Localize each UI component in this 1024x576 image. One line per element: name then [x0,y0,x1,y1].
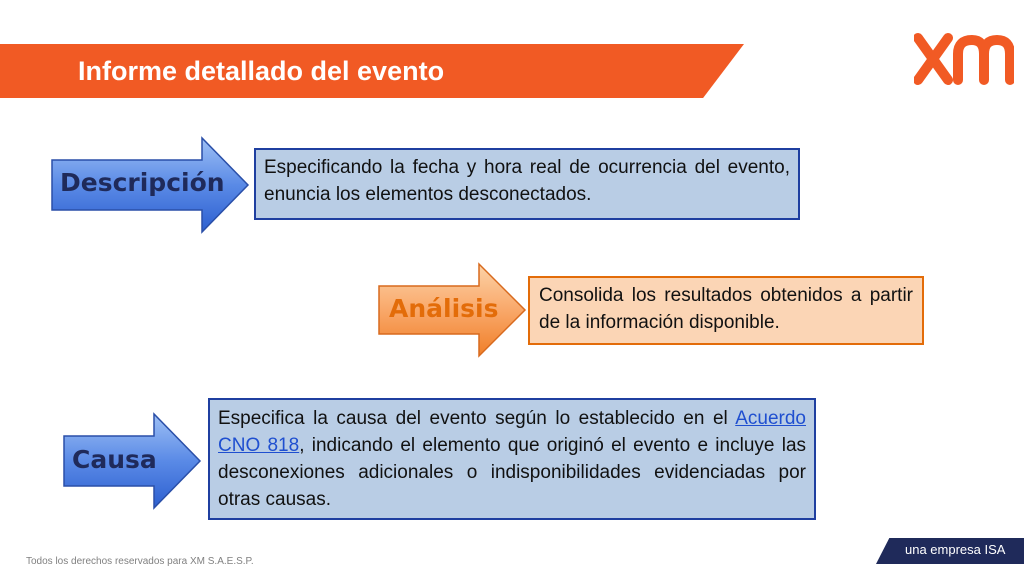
analisis-text: Consolida los resultados obtenidos a partir de la información disponible. [539,285,913,333]
causa-text-after: , indicando el elemento que originó el evento e incluye las desconexiones adicionales o indisponibilidades evidenciadas por otras causas. [218,435,807,510]
acuerdo-cno-link[interactable]: Acuerdo CNO 818 [218,408,806,456]
xm-logo-mark [914,28,1014,90]
descripcion-text: Especificando la fecha y hora real de ocurrencia del evento, enuncia los elementos desconectados. [264,157,790,205]
xm-logo [914,28,1014,90]
causa-box [208,398,816,520]
copyright-footer: Todos los derechos reservados para XM S.A.E.S.P. [26,556,254,567]
page-title: Informe detallado del evento [78,56,445,86]
analisis-box [528,276,924,345]
causa-text-before: Especifica la causa del evento según lo establecido en el [218,408,736,429]
analisis-label: Análisis [389,294,499,323]
descripcion-label: Descripción [60,168,225,197]
descripcion-box [254,148,800,220]
isa-tagline: una empresa ISA [905,542,1006,557]
causa-label: Causa [72,445,157,474]
